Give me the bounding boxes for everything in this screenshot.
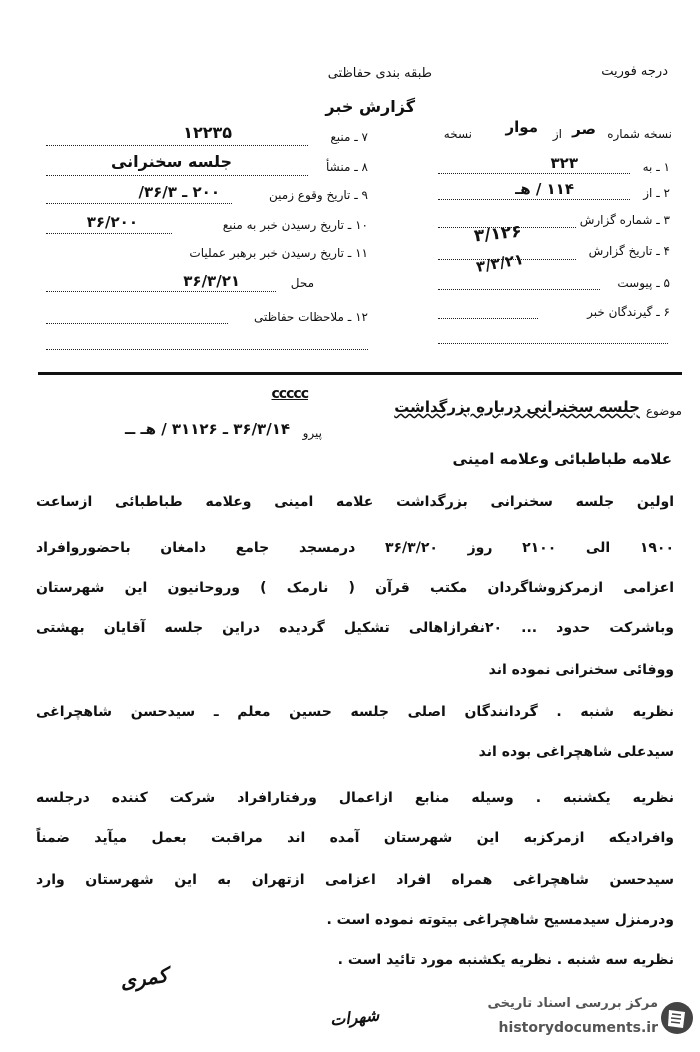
attachment-label: ۵ ـ پیوست [617,276,670,290]
body-line: ودرمنزل سیدمسیح شاهچراغی بیتوته نموده است . [326,912,674,928]
receipt-date-value: ۳۶/۲۰۰ [86,213,138,231]
classification-label: طبقه بندی حفاظتی [327,66,432,81]
report-date-label: ۴ ـ تاریخ گزارش [588,244,670,258]
copy-number-label: نسخه شماره [607,127,672,141]
subject-label: موضوع [645,404,682,418]
copy-label: نسخه [443,127,472,141]
origin-dotline [46,174,308,176]
event-date-label: ۹ ـ تاریخ وقوع زمین [269,188,368,202]
source-label: ۷ ـ منبع [330,130,368,144]
to-label: ۱ ـ به [642,160,670,174]
report-number-value: ۳/۱۲۶ [473,221,523,247]
event-date-dotline [46,202,232,204]
receipt-date-label: ۱۰ ـ تاریخ رسیدن خبر به منبع [222,218,368,232]
source-value: ۱۲۲۳۵ [183,123,232,142]
recipients-label: ۶ ـ گیرندگان خبر [587,305,670,319]
copy-number-value: صر [572,120,596,138]
signature-bottom: شهرات [329,1005,380,1030]
reference-label: پیرو [302,426,322,440]
to-value: ۳۲۳ [550,154,578,172]
copy-number-value-2: موار [505,118,538,136]
from-label: ۲ ـ از [643,186,670,200]
delivery-date-dotline [46,290,276,292]
from-value: ۱۱۴ / هـ [515,180,574,198]
copy-from-label: از [552,127,562,141]
signature-left: کمری [118,962,170,994]
section-divider [38,372,682,375]
receipt-date-dotline [46,232,172,234]
body-line: ۱۹۰۰ الی ۲۱۰۰ روز ۳۶/۳/۲۰ درمسجد جامع دامغان باحضوروافراد [36,540,675,556]
urgency-label: درجه فوریت [601,64,668,79]
body-line: وباشرکت حدود ... ۲۰نفرازاهالی تشکیل گردیده دراین جلسه آقایان بهشتی [36,620,675,636]
report-date-value: ۳/۳/۲۱ [475,250,526,276]
subject-stamp: ccccc [271,386,308,402]
delivery-date-value: ۳۶/۳/۲۱ [183,272,240,290]
body-line: سیدعلی شاهچراغی بوده اند [478,744,674,760]
from-dotline [438,198,630,200]
delivery-place-label: محل [290,276,314,290]
watermark-text-fa: مرکز بررسی اسناد تاریخی [487,996,658,1011]
body-line: نظریه شنبه . گردانندگان اصلی جلسه حسین معلم ـ سیدحسن شاهچراغی [36,704,674,720]
notes-label: ۱۲ ـ ملاحظات حفاظتی [254,310,368,324]
body-line: نظریه سه شنبه . نظریه یکشنبه مورد تائید است . [337,952,674,968]
body-line: سیدحسن شاهچراغی همراه افراد اعزامی ازتهران به این شهرستان وارد [36,872,674,888]
origin-label: ۸ ـ منشأ [325,160,368,174]
delivery-date-label: ۱۱ ـ تاریخ رسیدن خبر برهبر عملیات [189,246,368,260]
subject-text: جلسه سخنرانی درباره بزرگداشت [394,398,640,416]
recipients-dotline-2 [438,342,668,344]
source-dotline [46,144,308,146]
report-number-label: ۳ ـ شماره گزارش [579,213,670,227]
to-dotline [438,172,630,174]
origin-value: جلسه سخنرانی [110,152,232,171]
event-date-value: ۲۰۰ ـ ۳۶/۳/ [138,183,220,201]
body-line: وافرادیکه ازمرکزبه این شهرستان آمده اند مراقبت بعمل میآید ضمناً [36,830,674,846]
attachment-dotline [438,288,600,290]
subject-subtitle: علامه طباطبائی وعلامه امینی [452,450,672,468]
report-title: گزارش خبر [325,97,415,116]
body-line: اعزامی ازمرکزوشاگردان مکتب قرآن ( نارمک ) وروحانیون این شهرستان [36,580,674,596]
notes-dotline-1 [46,322,228,324]
body-line: نظریه یکشنبه . وسیله منابع ازاعمال ورفتارافراد شرکت کننده درجلسه [36,790,674,806]
notes-dotline-2 [46,348,368,350]
reference-number: ۳۶/۳/۱۴ ـ ۳۱۱۲۶ / هـ ــ [124,420,290,438]
watermark-text-en: historydocuments.ir [498,1020,658,1036]
body-line: ووفائی سخنرانی نموده اند [488,662,674,678]
body-line: اولین جلسه سخنرانی بزرگداشت علامه امینی وعلامه طباطبائی ازساعت [36,494,674,510]
archive-logo-icon [660,998,694,1038]
watermark-logo [430,990,698,1052]
recipients-dotline-1 [438,317,538,319]
